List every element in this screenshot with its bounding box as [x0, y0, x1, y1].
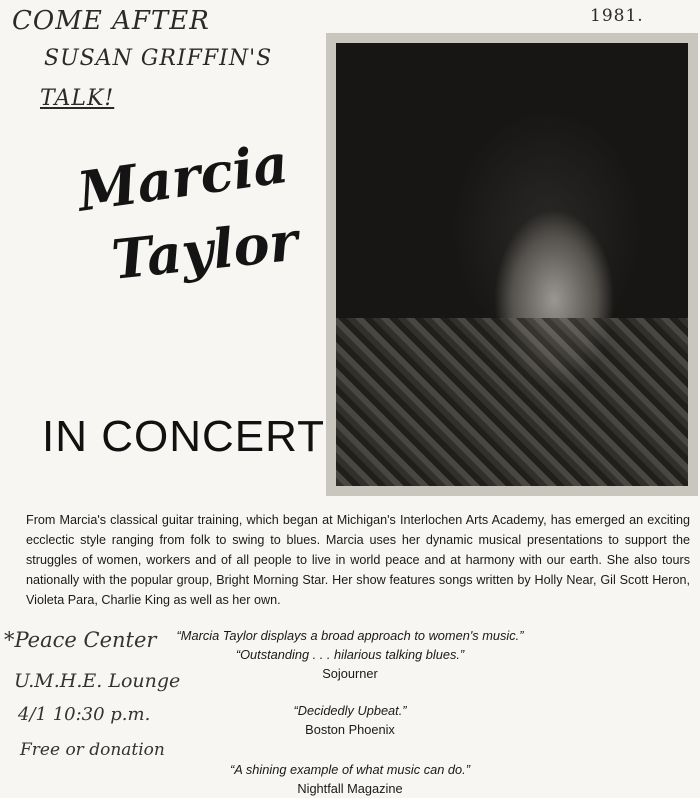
event-venue-note: *Peace Center [4, 628, 157, 652]
photo-image [336, 43, 688, 486]
event-date-time-note: 4/1 10:30 p.m. [18, 704, 151, 725]
press-quote-block [150, 760, 550, 798]
handwritten-year: 1981. [590, 6, 644, 26]
press-quote: “Decidedly Upbeat.” [293, 703, 407, 718]
press-source: Nightfall Magazine [297, 781, 403, 796]
performer-last-name: Taylor [108, 208, 301, 292]
performer-description: From Marcia's classical guitar training, which began at Michigan's Interlochen Arts Academy, has emerged an exciting ecclectic style ranging from folk to swing to blues. Marcia uses her dynamic musical presentations to support the struggles of women, workers and of all people to live in world peace and at harmony with our earth. She also tours nationally with the popular group, Bright Morning Star. Her show features songs written by Holly Near, Gil Scott Heron, Violeta Para, Charlie King as well as her own. [26, 513, 690, 607]
press-quote: “A shining example of what music can do.” [230, 762, 470, 777]
press-source: Sojourner [322, 666, 378, 681]
press-quote: “Outstanding . . . hilarious talking blues.” [235, 647, 465, 662]
performer-first-name: Marcia [73, 130, 293, 224]
event-location-note: U.M.H.E. Lounge [14, 670, 181, 692]
concert-headline: IN CONCERT [42, 412, 325, 461]
press-quote: “Marcia Taylor displays a broad approach to women's music.” [176, 628, 524, 643]
press-quote-block [150, 701, 550, 739]
press-source: Boston Phoenix [305, 722, 395, 737]
press-quote-block [150, 626, 550, 683]
handwritten-note-line-2: SUSAN GRIFFIN'S [44, 46, 273, 71]
performer-photo [326, 33, 698, 496]
handwritten-note-line-1: COME AFTER [12, 6, 210, 36]
event-admission-note: Free or donation [20, 740, 165, 760]
handwritten-note-line-3: TALK! [40, 86, 115, 111]
